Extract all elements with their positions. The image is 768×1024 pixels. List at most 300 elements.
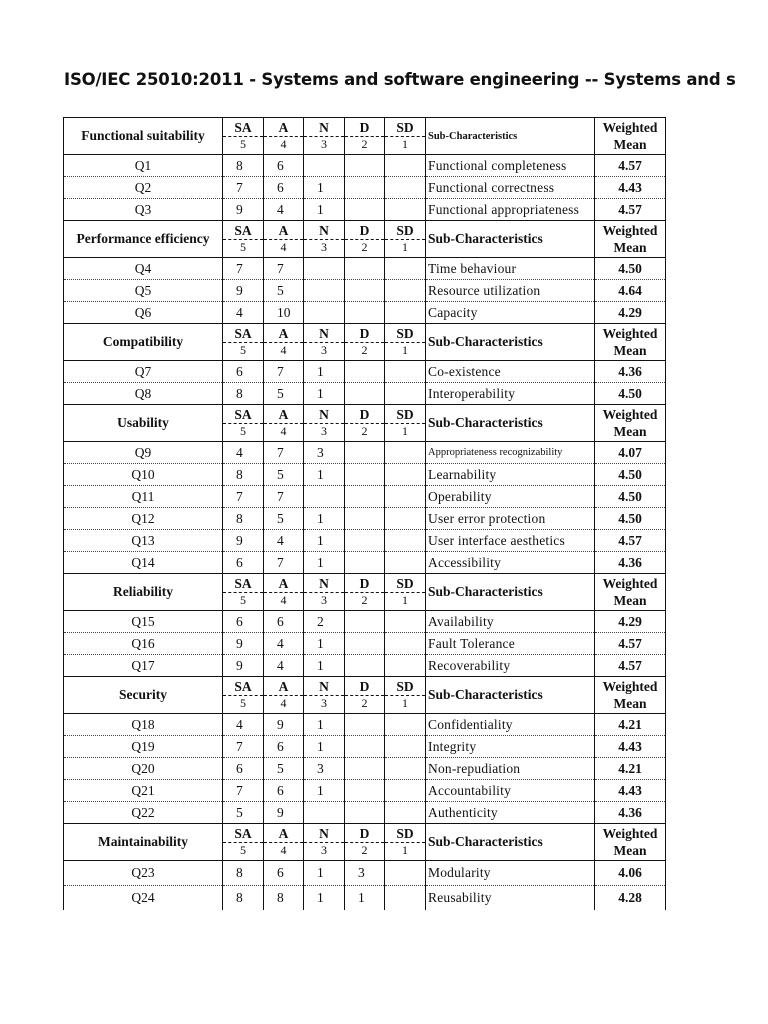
count-d bbox=[345, 714, 385, 736]
weighted-mean-header: Weighted Mean bbox=[595, 405, 666, 442]
count-a: 5 bbox=[264, 383, 304, 405]
question-id: Q22 bbox=[64, 802, 223, 824]
level-weight-sd: 1 bbox=[385, 137, 426, 155]
weighted-mean-header: Weighted Mean bbox=[595, 221, 666, 258]
level-weight-d: 2 bbox=[345, 696, 385, 714]
weighted-mean: 4.64 bbox=[595, 280, 666, 302]
count-sa: 6 bbox=[223, 611, 264, 633]
level-weight-n: 3 bbox=[304, 240, 345, 258]
count-n: 1 bbox=[304, 361, 345, 383]
section-header-row bbox=[64, 824, 666, 843]
table-row bbox=[64, 655, 666, 677]
table-body bbox=[64, 118, 666, 911]
count-d bbox=[345, 780, 385, 802]
count-sd bbox=[385, 530, 426, 552]
count-d bbox=[345, 361, 385, 383]
level-header-a: A bbox=[264, 221, 304, 240]
count-d bbox=[345, 802, 385, 824]
table-row bbox=[64, 464, 666, 486]
count-d bbox=[345, 177, 385, 199]
weighted-mean: 4.50 bbox=[595, 508, 666, 530]
level-weight-a: 4 bbox=[264, 424, 304, 442]
count-a: 8 bbox=[264, 886, 304, 911]
sub-characteristic: Non-repudiation bbox=[426, 758, 595, 780]
count-a: 6 bbox=[264, 736, 304, 758]
count-sd bbox=[385, 655, 426, 677]
weighted-mean: 4.50 bbox=[595, 486, 666, 508]
sub-characteristics-header: Sub-Characteristics bbox=[426, 324, 595, 361]
level-header-sa: SA bbox=[223, 824, 264, 843]
count-n: 1 bbox=[304, 464, 345, 486]
sub-characteristic: Recoverability bbox=[426, 655, 595, 677]
weighted-mean-header: Weighted Mean bbox=[595, 324, 666, 361]
weighted-mean: 4.21 bbox=[595, 758, 666, 780]
sub-characteristic: Interoperability bbox=[426, 383, 595, 405]
level-weight-sa: 5 bbox=[223, 424, 264, 442]
count-a: 7 bbox=[264, 552, 304, 574]
level-header-d: D bbox=[345, 677, 385, 696]
table-row bbox=[64, 486, 666, 508]
question-id: Q3 bbox=[64, 199, 223, 221]
count-sd bbox=[385, 383, 426, 405]
count-d bbox=[345, 611, 385, 633]
question-id: Q20 bbox=[64, 758, 223, 780]
level-header-sa: SA bbox=[223, 324, 264, 343]
count-sd bbox=[385, 280, 426, 302]
count-d bbox=[345, 508, 385, 530]
characteristic-name: Performance efficiency bbox=[64, 221, 223, 258]
count-a: 4 bbox=[264, 530, 304, 552]
count-sa: 8 bbox=[223, 464, 264, 486]
sub-characteristic: Confidentiality bbox=[426, 714, 595, 736]
count-d bbox=[345, 280, 385, 302]
count-d bbox=[345, 199, 385, 221]
count-sa: 4 bbox=[223, 442, 264, 464]
characteristic-name: Usability bbox=[64, 405, 223, 442]
count-sd bbox=[385, 464, 426, 486]
count-a: 10 bbox=[264, 302, 304, 324]
sub-characteristics-header: Sub-Characteristics bbox=[426, 118, 595, 155]
section-header-row bbox=[64, 324, 666, 343]
question-id: Q15 bbox=[64, 611, 223, 633]
level-weight-sa: 5 bbox=[223, 240, 264, 258]
level-weight-sa: 5 bbox=[223, 343, 264, 361]
count-d bbox=[345, 486, 385, 508]
question-id: Q19 bbox=[64, 736, 223, 758]
level-header-n: N bbox=[304, 324, 345, 343]
count-n: 1 bbox=[304, 886, 345, 911]
count-n: 3 bbox=[304, 758, 345, 780]
count-a: 9 bbox=[264, 802, 304, 824]
question-id: Q6 bbox=[64, 302, 223, 324]
level-header-sa: SA bbox=[223, 677, 264, 696]
count-n: 1 bbox=[304, 199, 345, 221]
level-header-a: A bbox=[264, 118, 304, 137]
weighted-mean: 4.43 bbox=[595, 736, 666, 758]
weighted-mean-header: Weighted Mean bbox=[595, 574, 666, 611]
count-a: 5 bbox=[264, 280, 304, 302]
count-sa: 4 bbox=[223, 714, 264, 736]
level-header-n: N bbox=[304, 677, 345, 696]
count-n: 2 bbox=[304, 611, 345, 633]
count-sa: 9 bbox=[223, 280, 264, 302]
table-row bbox=[64, 758, 666, 780]
count-sa: 4 bbox=[223, 302, 264, 324]
weighted-mean: 4.43 bbox=[595, 177, 666, 199]
count-n bbox=[304, 155, 345, 177]
characteristic-name: Maintainability bbox=[64, 824, 223, 861]
count-sd bbox=[385, 861, 426, 886]
table-row bbox=[64, 442, 666, 464]
count-n: 1 bbox=[304, 508, 345, 530]
level-weight-a: 4 bbox=[264, 343, 304, 361]
table-row bbox=[64, 714, 666, 736]
characteristic-name: Functional suitability bbox=[64, 118, 223, 155]
level-weight-n: 3 bbox=[304, 137, 345, 155]
count-sa: 7 bbox=[223, 736, 264, 758]
question-id: Q9 bbox=[64, 442, 223, 464]
count-a: 4 bbox=[264, 199, 304, 221]
weighted-mean: 4.57 bbox=[595, 155, 666, 177]
count-sa: 5 bbox=[223, 802, 264, 824]
level-weight-d: 2 bbox=[345, 343, 385, 361]
weighted-mean: 4.29 bbox=[595, 302, 666, 324]
sub-characteristic: Fault Tolerance bbox=[426, 633, 595, 655]
count-d bbox=[345, 155, 385, 177]
table-row bbox=[64, 302, 666, 324]
count-sa: 8 bbox=[223, 886, 264, 911]
count-n: 1 bbox=[304, 552, 345, 574]
count-n bbox=[304, 486, 345, 508]
count-d: 3 bbox=[345, 861, 385, 886]
weighted-mean: 4.57 bbox=[595, 199, 666, 221]
count-sd bbox=[385, 886, 426, 911]
count-n: 1 bbox=[304, 655, 345, 677]
level-weight-d: 2 bbox=[345, 240, 385, 258]
table-row bbox=[64, 633, 666, 655]
question-id: Q21 bbox=[64, 780, 223, 802]
count-d bbox=[345, 655, 385, 677]
weighted-mean-header: Weighted Mean bbox=[595, 118, 666, 155]
weighted-mean: 4.21 bbox=[595, 714, 666, 736]
section-header-row bbox=[64, 221, 666, 240]
sub-characteristic: User interface aesthetics bbox=[426, 530, 595, 552]
count-sd bbox=[385, 552, 426, 574]
level-weight-n: 3 bbox=[304, 424, 345, 442]
question-id: Q8 bbox=[64, 383, 223, 405]
count-d bbox=[345, 758, 385, 780]
level-weight-n: 3 bbox=[304, 593, 345, 611]
level-header-sa: SA bbox=[223, 574, 264, 593]
level-weight-a: 4 bbox=[264, 696, 304, 714]
count-n: 3 bbox=[304, 442, 345, 464]
level-header-a: A bbox=[264, 677, 304, 696]
count-sd bbox=[385, 177, 426, 199]
level-header-n: N bbox=[304, 824, 345, 843]
sub-characteristic: User error protection bbox=[426, 508, 595, 530]
sub-characteristic: Functional correctness bbox=[426, 177, 595, 199]
weighted-mean: 4.57 bbox=[595, 633, 666, 655]
weighted-mean: 4.36 bbox=[595, 552, 666, 574]
table-row bbox=[64, 258, 666, 280]
level-header-sa: SA bbox=[223, 118, 264, 137]
page-title: ISO/IEC 25010:2011 - Systems and software engineering -- Systems and s bbox=[64, 70, 736, 89]
section-header-row bbox=[64, 677, 666, 696]
count-a: 6 bbox=[264, 611, 304, 633]
table-row bbox=[64, 861, 666, 886]
sub-characteristic: Accountability bbox=[426, 780, 595, 802]
count-sd bbox=[385, 199, 426, 221]
count-d bbox=[345, 530, 385, 552]
sub-characteristics-header: Sub-Characteristics bbox=[426, 574, 595, 611]
level-weight-d: 2 bbox=[345, 843, 385, 861]
sub-characteristic: Co-existence bbox=[426, 361, 595, 383]
count-sd bbox=[385, 714, 426, 736]
table-row bbox=[64, 199, 666, 221]
count-sd bbox=[385, 258, 426, 280]
table-row bbox=[64, 552, 666, 574]
sub-characteristics-header: Sub-Characteristics bbox=[426, 405, 595, 442]
count-n: 1 bbox=[304, 530, 345, 552]
characteristic-name: Compatibility bbox=[64, 324, 223, 361]
weighted-mean: 4.43 bbox=[595, 780, 666, 802]
sub-characteristic: Authenticity bbox=[426, 802, 595, 824]
level-header-sd: SD bbox=[385, 118, 426, 137]
table-row bbox=[64, 508, 666, 530]
level-header-d: D bbox=[345, 118, 385, 137]
sub-characteristic: Appropriateness recognizability bbox=[426, 442, 595, 464]
sub-characteristic: Reusability bbox=[426, 886, 595, 911]
level-weight-sd: 1 bbox=[385, 424, 426, 442]
count-sd bbox=[385, 780, 426, 802]
level-weight-sd: 1 bbox=[385, 343, 426, 361]
question-id: Q17 bbox=[64, 655, 223, 677]
table-row bbox=[64, 383, 666, 405]
count-sd bbox=[385, 442, 426, 464]
weighted-mean: 4.29 bbox=[595, 611, 666, 633]
question-id: Q14 bbox=[64, 552, 223, 574]
table-row bbox=[64, 280, 666, 302]
level-weight-sd: 1 bbox=[385, 593, 426, 611]
count-sd bbox=[385, 802, 426, 824]
count-a: 9 bbox=[264, 714, 304, 736]
level-weight-a: 4 bbox=[264, 137, 304, 155]
count-d bbox=[345, 633, 385, 655]
count-d: 1 bbox=[345, 886, 385, 911]
question-id: Q10 bbox=[64, 464, 223, 486]
table-row bbox=[64, 780, 666, 802]
count-sa: 7 bbox=[223, 258, 264, 280]
level-weight-sd: 1 bbox=[385, 696, 426, 714]
weighted-mean: 4.06 bbox=[595, 861, 666, 886]
count-d bbox=[345, 552, 385, 574]
count-sa: 6 bbox=[223, 758, 264, 780]
count-d bbox=[345, 258, 385, 280]
question-id: Q1 bbox=[64, 155, 223, 177]
level-weight-sa: 5 bbox=[223, 137, 264, 155]
weighted-mean-header: Weighted Mean bbox=[595, 824, 666, 861]
count-sa: 9 bbox=[223, 530, 264, 552]
count-n bbox=[304, 302, 345, 324]
count-sa: 6 bbox=[223, 552, 264, 574]
count-n: 1 bbox=[304, 383, 345, 405]
question-id: Q16 bbox=[64, 633, 223, 655]
table-row bbox=[64, 530, 666, 552]
count-sd bbox=[385, 736, 426, 758]
count-n: 1 bbox=[304, 633, 345, 655]
question-id: Q23 bbox=[64, 861, 223, 886]
count-sd bbox=[385, 508, 426, 530]
count-sa: 8 bbox=[223, 508, 264, 530]
level-weight-sa: 5 bbox=[223, 696, 264, 714]
count-sd bbox=[385, 633, 426, 655]
count-n bbox=[304, 280, 345, 302]
count-sa: 8 bbox=[223, 383, 264, 405]
sub-characteristic: Resource utilization bbox=[426, 280, 595, 302]
count-n: 1 bbox=[304, 714, 345, 736]
level-header-d: D bbox=[345, 405, 385, 424]
count-d bbox=[345, 736, 385, 758]
level-header-sd: SD bbox=[385, 405, 426, 424]
count-n: 1 bbox=[304, 177, 345, 199]
weighted-mean: 4.50 bbox=[595, 383, 666, 405]
level-header-sd: SD bbox=[385, 324, 426, 343]
sub-characteristic: Modularity bbox=[426, 861, 595, 886]
characteristic-name: Reliability bbox=[64, 574, 223, 611]
count-sa: 9 bbox=[223, 199, 264, 221]
level-header-d: D bbox=[345, 324, 385, 343]
level-weight-sa: 5 bbox=[223, 843, 264, 861]
count-n bbox=[304, 802, 345, 824]
table-row bbox=[64, 177, 666, 199]
count-sd bbox=[385, 302, 426, 324]
weighted-mean-header: Weighted Mean bbox=[595, 677, 666, 714]
level-weight-d: 2 bbox=[345, 424, 385, 442]
level-header-a: A bbox=[264, 405, 304, 424]
question-id: Q7 bbox=[64, 361, 223, 383]
level-header-a: A bbox=[264, 324, 304, 343]
level-weight-d: 2 bbox=[345, 593, 385, 611]
level-header-n: N bbox=[304, 574, 345, 593]
sub-characteristics-header: Sub-Characteristics bbox=[426, 824, 595, 861]
weighted-mean: 4.28 bbox=[595, 886, 666, 911]
sub-characteristic: Accessibility bbox=[426, 552, 595, 574]
count-sa: 8 bbox=[223, 861, 264, 886]
count-a: 4 bbox=[264, 655, 304, 677]
level-weight-n: 3 bbox=[304, 343, 345, 361]
weighted-mean: 4.57 bbox=[595, 530, 666, 552]
level-header-d: D bbox=[345, 824, 385, 843]
count-a: 4 bbox=[264, 633, 304, 655]
level-header-n: N bbox=[304, 405, 345, 424]
question-id: Q11 bbox=[64, 486, 223, 508]
count-sa: 8 bbox=[223, 155, 264, 177]
count-n: 1 bbox=[304, 861, 345, 886]
count-a: 7 bbox=[264, 486, 304, 508]
level-weight-sd: 1 bbox=[385, 240, 426, 258]
survey-results-table bbox=[63, 117, 666, 910]
level-header-a: A bbox=[264, 574, 304, 593]
table-row bbox=[64, 886, 666, 911]
level-header-n: N bbox=[304, 221, 345, 240]
question-id: Q13 bbox=[64, 530, 223, 552]
count-n bbox=[304, 258, 345, 280]
question-id: Q5 bbox=[64, 280, 223, 302]
table-row bbox=[64, 611, 666, 633]
section-header-row bbox=[64, 118, 666, 137]
level-weight-a: 4 bbox=[264, 240, 304, 258]
count-sa: 7 bbox=[223, 780, 264, 802]
sub-characteristic: Availability bbox=[426, 611, 595, 633]
level-weight-sa: 5 bbox=[223, 593, 264, 611]
count-a: 5 bbox=[264, 464, 304, 486]
section-header-row bbox=[64, 405, 666, 424]
count-d bbox=[345, 302, 385, 324]
level-weight-a: 4 bbox=[264, 843, 304, 861]
characteristic-name: Security bbox=[64, 677, 223, 714]
count-a: 5 bbox=[264, 508, 304, 530]
count-sd bbox=[385, 486, 426, 508]
count-sd bbox=[385, 155, 426, 177]
level-header-sd: SD bbox=[385, 677, 426, 696]
level-header-n: N bbox=[304, 118, 345, 137]
count-sd bbox=[385, 361, 426, 383]
count-a: 7 bbox=[264, 361, 304, 383]
weighted-mean: 4.07 bbox=[595, 442, 666, 464]
level-header-a: A bbox=[264, 824, 304, 843]
sub-characteristic: Operability bbox=[426, 486, 595, 508]
question-id: Q4 bbox=[64, 258, 223, 280]
sub-characteristics-header: Sub-Characteristics bbox=[426, 221, 595, 258]
count-sa: 7 bbox=[223, 486, 264, 508]
question-id: Q24 bbox=[64, 886, 223, 911]
level-header-sd: SD bbox=[385, 574, 426, 593]
weighted-mean: 4.36 bbox=[595, 802, 666, 824]
count-n: 1 bbox=[304, 780, 345, 802]
table-row bbox=[64, 802, 666, 824]
sub-characteristic: Time behaviour bbox=[426, 258, 595, 280]
sub-characteristic: Capacity bbox=[426, 302, 595, 324]
level-header-d: D bbox=[345, 221, 385, 240]
weighted-mean: 4.50 bbox=[595, 258, 666, 280]
level-header-d: D bbox=[345, 574, 385, 593]
count-sd bbox=[385, 758, 426, 780]
weighted-mean: 4.57 bbox=[595, 655, 666, 677]
count-sa: 9 bbox=[223, 633, 264, 655]
level-weight-n: 3 bbox=[304, 696, 345, 714]
level-header-sa: SA bbox=[223, 221, 264, 240]
level-header-sa: SA bbox=[223, 405, 264, 424]
weighted-mean: 4.36 bbox=[595, 361, 666, 383]
count-sa: 6 bbox=[223, 361, 264, 383]
section-header-row bbox=[64, 574, 666, 593]
level-header-sd: SD bbox=[385, 221, 426, 240]
question-id: Q18 bbox=[64, 714, 223, 736]
sub-characteristic: Learnability bbox=[426, 464, 595, 486]
count-a: 7 bbox=[264, 442, 304, 464]
table-row bbox=[64, 736, 666, 758]
count-n: 1 bbox=[304, 736, 345, 758]
table-row bbox=[64, 361, 666, 383]
table-row bbox=[64, 155, 666, 177]
level-weight-d: 2 bbox=[345, 137, 385, 155]
level-weight-n: 3 bbox=[304, 843, 345, 861]
level-weight-sd: 1 bbox=[385, 843, 426, 861]
count-d bbox=[345, 442, 385, 464]
count-sd bbox=[385, 611, 426, 633]
question-id: Q12 bbox=[64, 508, 223, 530]
count-a: 6 bbox=[264, 780, 304, 802]
